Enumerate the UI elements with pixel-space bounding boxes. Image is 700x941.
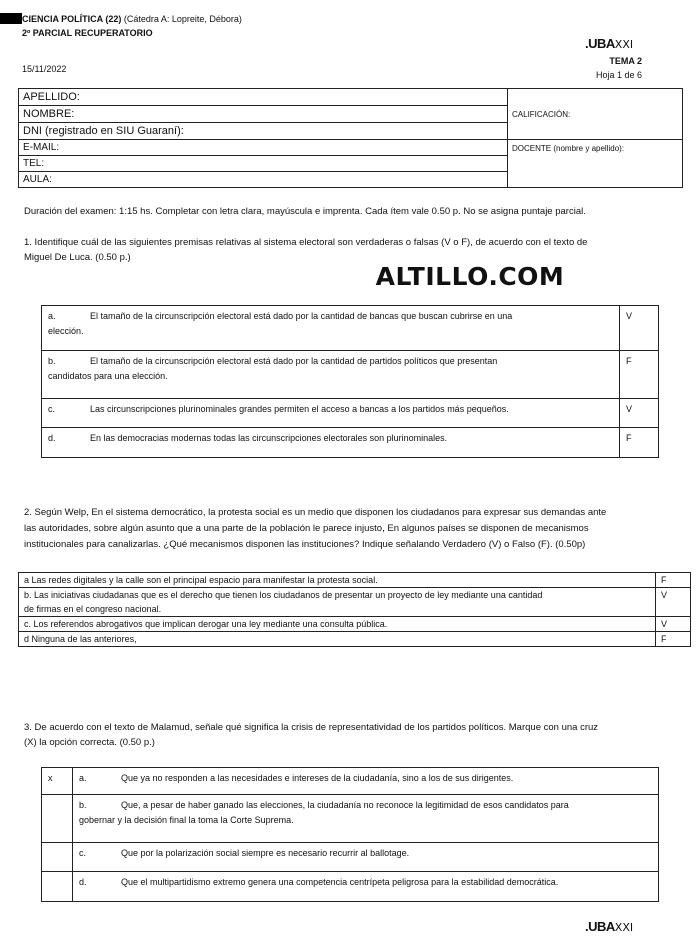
course-name: CIENCIA POLÍTICA (22) [22,14,122,24]
q3-text: Que el multipartidismo extremo genera una competencia centrípeta peligrosa para la estabilidad democrática. [121,877,559,887]
q1-row-b [42,351,659,399]
q1-prompt [24,235,587,265]
q3-letter: b. [79,800,87,810]
q1-text-cont: candidatos para una elección. [48,371,168,381]
redaction-block [0,13,22,24]
q1-row-a [42,306,659,351]
q2-prompt [24,505,606,553]
q2-answer: V [656,588,691,617]
q2-row-b [19,588,691,617]
q3-mark [42,872,73,902]
q3-row-a [42,768,659,795]
q3-letter: c. [79,848,87,858]
q1-text-cont: elección. [48,326,84,336]
q2-row-a [19,573,691,588]
q2-answer: F [656,632,691,647]
q2-answer: V [656,617,691,632]
q1-text: El tamaño de la circunscripción electoral está dado por la cantidad de bancas que buscan cubrirse en una [90,311,513,321]
q1-prompt-line2: Miguel De Luca. (0.50 p.) [24,252,131,263]
q1-letter: b. [48,356,56,366]
q1-answer: F [620,351,659,399]
q1-letter: d. [48,433,56,443]
exam-date: 15/11/2022 [22,64,67,74]
q3-letter: a. [79,773,87,783]
tema-label: TEMA 2 [609,56,642,66]
q2-statement: a Las redes digitales y la calle son el principal espacio para manifestar la protesta social. [19,573,656,588]
q1-statement [42,351,620,399]
q2-table [18,572,691,647]
q3-option [73,872,659,902]
q1-text: Las circunscripciones plurinominales grandes permiten el acceso a bancas a los partidos más pequeños. [90,404,509,414]
email-field[interactable]: E-MAIL: [19,140,508,156]
q2-answer: F [656,573,691,588]
q3-mark: x [42,768,73,795]
q3-text: Que ya no responden a las necesidades e intereses de la ciudadanía, sino a los de sus dirigentes. [121,773,514,783]
course-header [22,13,242,25]
q3-row-b [42,795,659,843]
q3-table [41,767,659,902]
q3-prompt-line1: 3. De acuerdo con el texto de Malamud, señale qué significa la crisis de representatividad de los partidos políticos. Marque con una cruz [24,722,599,733]
q2-statement [19,588,656,617]
q3-option [73,768,659,795]
q3-row-d [42,872,659,902]
dni-field[interactable]: DNI (registrado en SIU Guaraní): [19,123,508,140]
q1-letter: a. [48,311,56,321]
uba-logo-text: .UBA [585,919,615,934]
q2-prompt-line1: 2. Según Welp, En el sistema democrático, la protesta social es un medio que disponen los ciudadanos para expresar sus demandas ante [24,507,607,518]
q1-prompt-line1: 1. Identifique cuál de las siguientes premisas relativas al sistema electoral son verdaderas o falsas (V o F), de acuerdo con el texto de [24,237,588,248]
q3-mark [42,843,73,872]
q3-prompt-line2: (X) la opción correcta. (0.50 p.) [24,737,155,748]
q3-letter: d. [79,877,87,887]
q3-option [73,843,659,872]
q1-letter: c. [48,404,56,414]
q1-row-d [42,428,659,458]
course-chair: (Cátedra A: Lopreite, Débora) [123,14,242,24]
uba-logo-xxi: XXI [614,921,634,934]
q1-answer: V [620,306,659,351]
uba-logo [585,36,633,51]
exam-title: 2º PARCIAL RECUPERATORIO [22,28,153,38]
q1-statement [42,428,620,458]
page-counter: Hoja 1 de 6 [595,70,642,80]
q2-row-c [19,617,691,632]
student-info-table [18,88,683,188]
uba-logo-xxi: XXI [614,38,634,51]
q1-text: En las democracias modernas todas las circunscripciones electorales son plurinominales. [90,433,448,443]
q3-row-c [42,843,659,872]
calificacion-field[interactable]: CALIFICACIÓN: [508,89,683,140]
q3-text-cont: gobernar y la decisión final la toma la Corte Suprema. [79,815,294,825]
nombre-field[interactable]: NOMBRE: [19,106,508,123]
tel-field[interactable]: TEL: [19,156,508,172]
q2-text-cont: de firmas en el congreso nacional. [24,604,162,614]
q3-mark [42,795,73,843]
docente-field[interactable]: DOCENTE (nombre y apellido): [508,140,683,188]
q2-prompt-line3: institucionales para canalizarlas. ¿Qué mecanismos disponen las instituciones? Indique señalando Verdadero (V) o Falso (F). (0.50p) [24,539,586,550]
q3-option [73,795,659,843]
q1-text: El tamaño de la circunscripción electoral está dado por la cantidad de partidos políticos que presentan [90,356,498,366]
q3-prompt [24,720,598,750]
q1-answer: F [620,428,659,458]
q1-table [41,305,659,458]
q1-statement [42,399,620,428]
q1-statement [42,306,620,351]
q1-row-c [42,399,659,428]
q2-statement: c. Los referendos abrogativos que implican derogar una ley mediante una consulta pública. [19,617,656,632]
q2-statement: d Ninguna de las anteriores, [19,632,656,647]
q2-row-d [19,632,691,647]
q3-text: Que, a pesar de haber ganado las elecciones, la ciudadanía no reconoce la legitimidad de esos candidatos para [121,800,569,810]
uba-logo-text: .UBA [585,36,615,51]
q2-text: b. Las iniciativas ciudadanas que es el derecho que tienen los ciudadanos de presentar un proyecto de ley mediante una cantidad [24,590,543,600]
instructions: Duración del examen: 1:15 hs. Completar con letra clara, mayúscula e imprenta. Cada ítem vale 0.50 p. No se asigna puntaje parcial. [24,206,586,217]
aula-field[interactable]: AULA: [19,172,508,188]
q1-answer: V [620,399,659,428]
uba-logo-footer [585,919,633,934]
q2-prompt-line2: las autoridades, sobre algún asunto que a una parte de la población le parece injusto, En algunos países se disponen de mecanismos [24,523,589,534]
watermark: ALTILLO.COM [375,262,565,291]
apellido-field[interactable]: APELLIDO: [19,89,508,106]
q3-text: Que por la polarización social siempre es necesario recurrir al ballotage. [121,848,410,858]
